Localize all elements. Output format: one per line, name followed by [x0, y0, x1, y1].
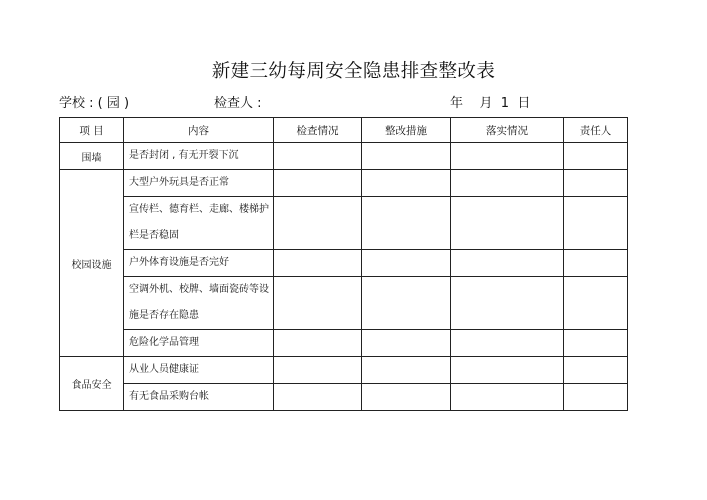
rectification-cell — [362, 357, 451, 384]
table-row — [60, 277, 628, 330]
check-status-cell — [274, 384, 362, 411]
content-line: 施是否存在隐患 — [129, 310, 199, 321]
school-label: 学校 : ( 园 ) — [59, 96, 130, 111]
content-cell — [124, 357, 274, 384]
implementation-cell — [451, 170, 564, 197]
content-cell — [124, 384, 274, 411]
implementation-cell — [451, 277, 564, 330]
rectification-cell — [362, 197, 451, 250]
content-line: 从业人员健康证 — [129, 364, 199, 375]
content-cell — [124, 277, 274, 330]
content-line: 有无食品采购台帐 — [129, 391, 209, 402]
table-row — [60, 143, 628, 170]
table-body — [60, 143, 628, 411]
content-cell — [124, 330, 274, 357]
table-row — [60, 357, 628, 384]
implementation-cell — [451, 357, 564, 384]
responsible-cell — [564, 384, 628, 411]
content-line: 危险化学品管理 — [129, 337, 199, 348]
category-cell: 围墙 — [60, 143, 124, 170]
responsible-cell — [564, 143, 628, 170]
table-row — [60, 330, 628, 357]
table-row — [60, 170, 628, 197]
content-cell — [124, 170, 274, 197]
responsible-cell — [564, 197, 628, 250]
category-cell: 校园设施 — [60, 170, 124, 357]
content-line: 是否封闭 , 有无开裂下沉 — [129, 150, 239, 161]
inspection-table — [59, 117, 628, 411]
header-item: 项 目 — [60, 118, 124, 143]
content-cell — [124, 250, 274, 277]
content-line: 户外体育设施是否完好 — [129, 257, 229, 268]
responsible-cell — [564, 357, 628, 384]
content-line: 大型户外玩具是否正常 — [129, 177, 229, 188]
responsible-cell — [564, 170, 628, 197]
category-cell: 食品安全 — [60, 357, 124, 411]
check-status-cell — [274, 277, 362, 330]
check-status-cell — [274, 170, 362, 197]
header-content: 内容 — [124, 118, 274, 143]
content-cell — [124, 197, 274, 250]
implementation-cell — [451, 197, 564, 250]
header-check-status: 检查情况 — [274, 118, 362, 143]
content-line: 宣传栏、德育栏、走廊、楼梯护 — [129, 204, 269, 215]
header-implementation: 落实情况 — [451, 118, 564, 143]
content-line: 空调外机、校牌、墙面瓷砖等设 — [129, 284, 269, 295]
rectification-cell — [362, 277, 451, 330]
header-rectification: 整改措施 — [362, 118, 451, 143]
content-cell — [124, 143, 274, 170]
check-status-cell — [274, 250, 362, 277]
content-line: 栏是否稳固 — [129, 230, 179, 241]
table-row — [60, 384, 628, 411]
responsible-cell — [564, 330, 628, 357]
rectification-cell — [362, 143, 451, 170]
date-label: 年 月 1 日 — [450, 96, 531, 111]
document-title: 新建三幼每周安全隐患排查整改表 — [211, 61, 496, 82]
check-status-cell — [274, 197, 362, 250]
check-status-cell — [274, 143, 362, 170]
inspector-label: 检查人 : — [214, 96, 262, 111]
implementation-cell — [451, 143, 564, 170]
header-responsible: 责任人 — [564, 118, 628, 143]
responsible-cell — [564, 277, 628, 330]
responsible-cell — [564, 250, 628, 277]
check-status-cell — [274, 357, 362, 384]
implementation-cell — [451, 250, 564, 277]
rectification-cell — [362, 384, 451, 411]
table-row — [60, 197, 628, 250]
rectification-cell — [362, 330, 451, 357]
implementation-cell — [451, 384, 564, 411]
rectification-cell — [362, 250, 451, 277]
table-row — [60, 250, 628, 277]
table-header-row — [60, 118, 628, 143]
rectification-cell — [362, 170, 451, 197]
check-status-cell — [274, 330, 362, 357]
implementation-cell — [451, 330, 564, 357]
